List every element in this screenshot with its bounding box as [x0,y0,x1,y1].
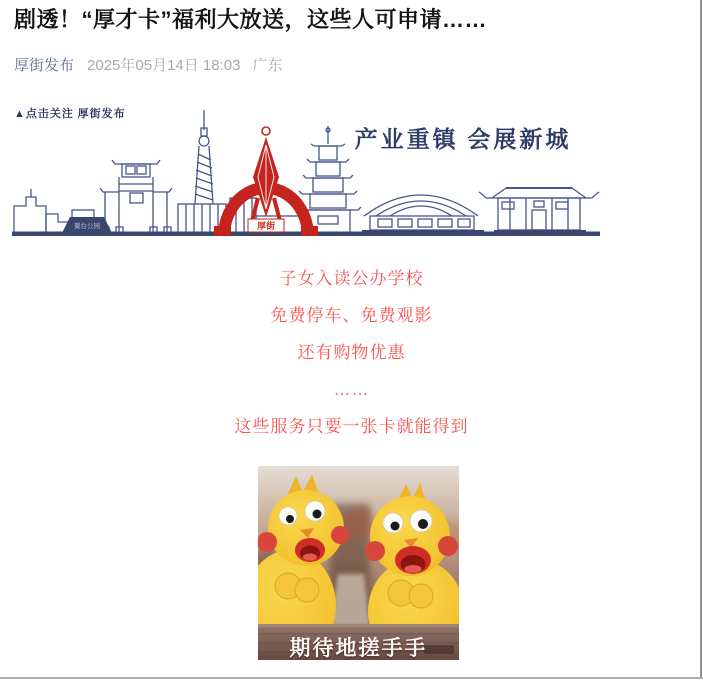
right-chick-cheek [438,536,458,556]
highlight-line: …… [333,380,370,399]
meme-caption: 期待地搓手手 [289,637,428,660]
monument-icon [214,127,318,236]
meme-gif[interactable] [258,466,459,660]
banner-slogan: 产业重镇 会展新城 [354,127,572,152]
window-border-right [700,0,702,679]
gif-watermark [424,645,454,654]
monument-plaque-label: 厚街 [256,221,276,231]
window-border-bottom [0,677,703,679]
article-title: 剧透！“厚才卡”福利大放送，这些人可申请…… [14,7,488,32]
article-meta [14,54,282,75]
publish-datetime: 2025年05月14日 18:03 [87,57,241,74]
highlight-line: 还有购物优惠 [297,343,406,362]
left-chick-cheek [331,526,349,544]
banner-image[interactable] [8,100,600,240]
highlight-lines [0,260,703,445]
park-sign-label: 鳌台公园 [74,223,100,230]
banner-follow-text: ▲点击关注 厚街发布 [14,108,126,120]
highlight-line: 这些服务只要一张卡就能得到 [234,417,469,436]
account-link[interactable]: 厚街发布 [14,57,75,74]
right-chick-cheek [365,541,385,561]
highlight-line: 免费停车、免费观影 [270,306,433,325]
highlight-line: 子女入读公办学校 [279,269,424,288]
publish-location: 广东 [252,57,283,74]
